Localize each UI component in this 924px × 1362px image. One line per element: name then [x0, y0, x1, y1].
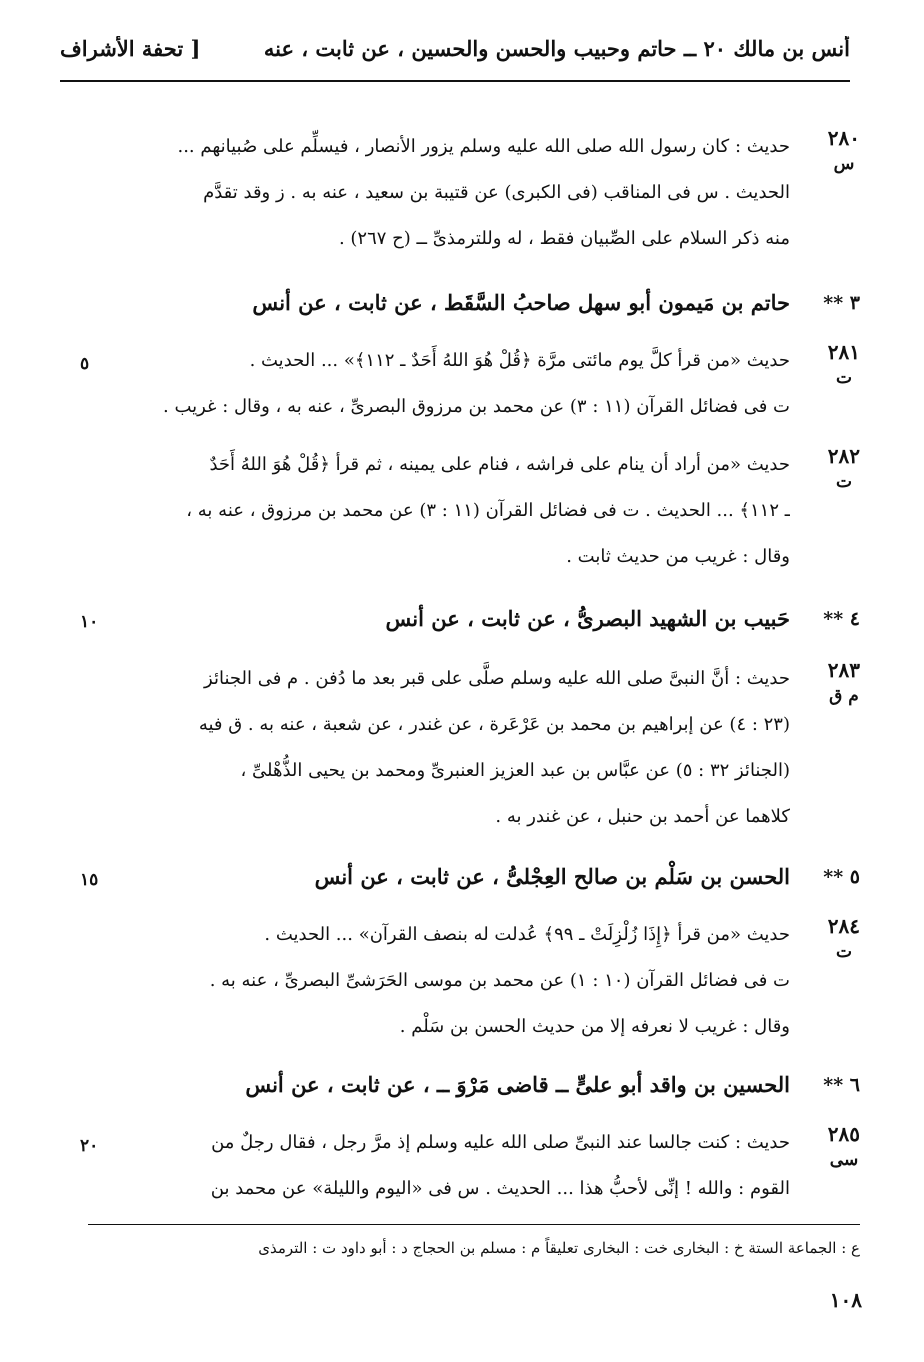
line-margin-number: ٥ [80, 354, 90, 374]
entry-siglum: سى [829, 1150, 859, 1170]
entry-siglum: س [833, 154, 855, 174]
entry-siglum: ت [835, 472, 852, 492]
entry-line: القوم : والله ! إنِّى لأحبُّ هذا ... الحديث . س فى «اليوم والليلة» عن محمد بن [210, 1178, 790, 1199]
section-marker: ٤ ** [823, 608, 860, 630]
entry-number-value: ٢٨٠ [827, 126, 860, 150]
section-title: الحسن بن سَلْم بن صالح العِجْلىُّ ، عن ثابت ، عن أنس [314, 864, 790, 889]
entry-text [82, 442, 790, 580]
section-title: حَبيب بن الشهيد البصرىُّ ، عن ثابت ، عن أنس [385, 606, 790, 631]
entry-line: ـ ١١٢﴾ ... الحديث . ت فى فضائل القرآن (١١ : ٣) عن محمد بن مرزوق ، عنه به ، [186, 500, 790, 521]
entry-number-value: ٢٨١ [827, 340, 860, 364]
running-header [60, 36, 850, 78]
entry-line: حديث «من أراد أن ينام على فراشه ، فنام على يمينه ، ثم قرأ ﴿قُلْ هُوَ اللهُ أَحَدٌ [209, 454, 790, 475]
entry-number [798, 124, 860, 176]
entry-siglum: ت [835, 368, 852, 388]
entry-number [798, 442, 860, 494]
section-heading-4 [60, 600, 860, 646]
section-title: الحسين بن واقد أبو علىٍّ ــ قاضى مَرْوَ ــ ، عن ثابت ، عن أنس [245, 1072, 790, 1097]
entry-line: حديث «من قرأ ﴿إِذَا زُلْزِلَتْ ـ ٩٩﴾ عُدلت له بنصف القرآن» ... الحديث . [264, 924, 790, 945]
entry-number-value: ٢٨٢ [827, 444, 860, 468]
line-margin-number: ٢٠ [80, 1136, 99, 1156]
entry-number [798, 1120, 860, 1172]
entry-text [82, 1120, 790, 1212]
footer-rule [88, 1224, 860, 1225]
section-heading-5 [60, 858, 860, 904]
section-marker: ٣ ** [823, 292, 860, 314]
entry-text [82, 124, 790, 262]
entry-number [798, 912, 860, 964]
entry-line: الحديث . س فى المناقب (فى الكبرى) عن قتيبة بن سعيد ، عنه به . ز وقد تقدَّم [203, 182, 790, 203]
entry-siglum: م ق [829, 686, 859, 706]
header-title: أنس بن مالك ٢٠ ــ حاتم وحبيب والحسن والحسين ، عن ثابت ، عنه [263, 36, 850, 61]
entry-line: ت فى فضائل القرآن (١١ : ٣) عن محمد بن مرزوق البصرىِّ ، عنه به ، وقال : غريب . [163, 396, 790, 417]
entry-line: وقال : غريب لا نعرفه إلا من حديث الحسن بن سَلْم . [399, 1016, 790, 1037]
entry-line: (٢٣ : ٤) عن إبراهيم بن محمد بن عَرْعَرة ، عن غندر ، عن شعبة ، عنه به . ق فيه [198, 714, 790, 735]
entry-siglum: ت [835, 942, 852, 962]
entry-line: حديث : كنت جالسا عند النبىِّ صلى الله عليه وسلم إذ مرَّ رجل ، فقال رجلٌ من [211, 1132, 790, 1153]
header-rule [60, 80, 850, 82]
entry-line: حديث : كان رسول الله صلى الله عليه وسلم يزور الأنصار ، فيسلِّم على صُبيانهم ... [177, 136, 790, 157]
entry-text [82, 656, 790, 840]
entry-line: كلاهما عن أحمد بن حنبل ، عن غندر به . [495, 806, 790, 827]
line-margin-number: ١٥ [80, 870, 99, 890]
entry-number-value: ٢٨٥ [827, 1122, 860, 1146]
line-margin-number: ١٠ [80, 612, 99, 632]
entry-text [82, 338, 790, 430]
entry-number-value: ٢٨٤ [827, 914, 860, 938]
entry-line: حديث : أنَّ النبىَّ صلى الله عليه وسلم صلَّى على قبر بعد ما دُفن . م فى الجنائز [204, 668, 790, 689]
entry-line: ت فى فضائل القرآن (١٠ : ١) عن محمد بن موسى الحَرَشىِّ البصرىِّ ، عنه به . [209, 970, 790, 991]
section-heading-6 [60, 1066, 860, 1112]
section-heading-3 [60, 284, 860, 330]
entry-number [798, 338, 860, 390]
entry-line: وقال : غريب من حديث ثابت . [566, 546, 790, 567]
entry-number-value: ٢٨٣ [827, 658, 860, 682]
section-marker: ٦ ** [823, 1074, 860, 1096]
header-book-title: [ تحفة الأشراف [60, 36, 201, 61]
abbreviations-footer: ع : الجماعة الستة خ : البخارى خت : البخارى تعليقاً م : مسلم بن الحجاج د : أبو داود ت : الترمذى [258, 1239, 860, 1257]
entry-line: (الجنائز ٣٢ : ٥) عن عبَّاس بن عبد العزيز العنبرىِّ ومحمد بن يحيى الذُّهْلىِّ ، [240, 760, 790, 781]
section-marker: ٥ ** [823, 866, 860, 888]
section-title: حاتم بن مَيمون أبو سهل صاحبُ السَّقَط ، عن ثابت ، عن أنس [252, 290, 790, 315]
entry-number [798, 656, 860, 708]
page-number: ١٠٨ [829, 1288, 862, 1312]
entry-line: منه ذكر السلام على الصِّبيان فقط ، له وللترمذىِّ ــ (ح ٢٦٧) . [338, 228, 790, 249]
entry-line: حديث «من قرأ كلَّ يوم مائتى مرَّة ﴿قُلْ هُوَ اللهُ أَحَدٌ ـ ١١٢﴾» ... الحديث . [249, 350, 790, 371]
entry-text [82, 912, 790, 1050]
